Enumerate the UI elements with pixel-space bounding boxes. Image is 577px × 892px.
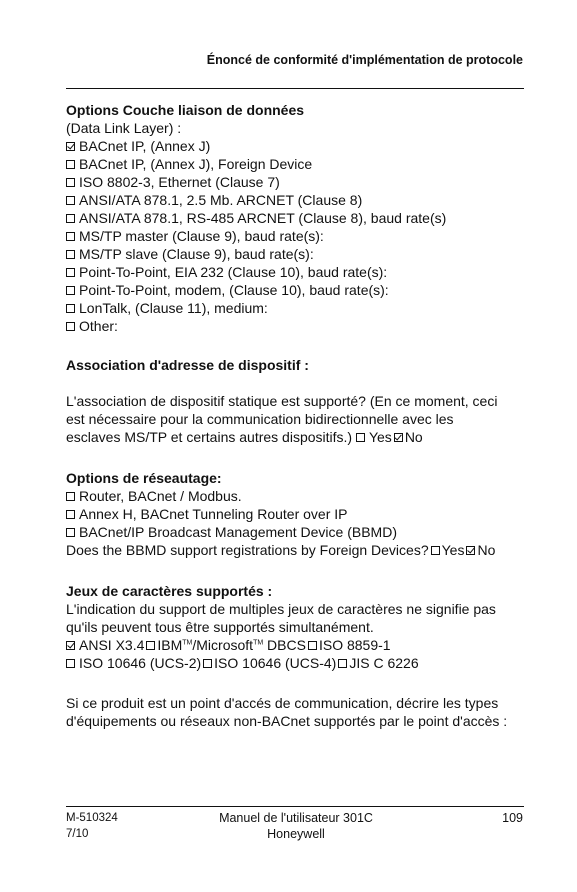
datalink-option-label: ANSI/ATA 878.1, RS-485 ARCNET (Clause 8), baud rate(s)	[79, 210, 447, 226]
address-text-line-3-text: esclaves MS/TP et certains autres dispositifs.)	[66, 429, 353, 445]
iso8859-label: ISO 8859-1	[318, 637, 391, 653]
networking-option-checkbox[interactable]	[66, 510, 75, 519]
datalink-option-checkbox[interactable]	[66, 142, 75, 151]
ibm-checkbox[interactable]	[146, 641, 155, 650]
footer-divider	[66, 806, 524, 807]
datalink-option-1	[66, 137, 528, 155]
networking-option-label: Router, BACnet / Modbus.	[79, 488, 242, 504]
address-text-line-2: est nécessaire pour la communication bidirectionnelle avec les	[66, 411, 454, 427]
datalink-option-11	[66, 317, 528, 335]
access-point-section	[66, 694, 528, 730]
datalink-option-checkbox[interactable]	[66, 196, 75, 205]
datalink-option-label: ISO 8802-3, Ethernet (Clause 7)	[79, 174, 280, 190]
address-heading: Association d'adresse de dispositif :	[66, 357, 309, 373]
charsets-text-line-1: L'indication du support de multiples jeux de caractères ne signifie pas	[66, 601, 496, 617]
datalink-option-checkbox[interactable]	[66, 268, 75, 277]
charsets-row-1	[66, 636, 528, 654]
networking-option-checkbox[interactable]	[66, 492, 75, 501]
charsets-section	[66, 582, 528, 672]
datalink-option-5	[66, 209, 528, 227]
datalink-option-3	[66, 173, 528, 191]
address-no-checkbox[interactable]	[394, 433, 403, 442]
ucs2-checkbox[interactable]	[66, 659, 75, 668]
ansi-label: ANSI X3.4	[79, 637, 145, 653]
charsets-row-2	[66, 654, 528, 672]
datalink-intro: (Data Link Layer) :	[66, 120, 182, 136]
datalink-option-checkbox[interactable]	[66, 232, 75, 241]
networking-option-2	[66, 505, 528, 523]
charsets-text-line-2: qu'ils peuvent tous être supportés simultanément.	[66, 619, 374, 635]
networking-section	[66, 469, 528, 559]
ibm-label: IBM	[157, 637, 183, 653]
charsets-heading: Jeux de caractères supportés :	[66, 583, 273, 599]
address-text-line-1: L'association de dispositif statique est supporté? (En ce moment, ceci	[66, 393, 498, 409]
jis-label: JIS C 6226	[349, 655, 419, 671]
datalink-option-10	[66, 299, 528, 317]
address-no-label: No	[404, 429, 423, 445]
datalink-option-label: ANSI/ATA 878.1, 2.5 Mb. ARCNET (Clause 8)	[79, 192, 363, 208]
datalink-option-checkbox[interactable]	[66, 286, 75, 295]
datalink-option-label: Point-To-Point, EIA 232 (Clause 10), baud rate(s):	[79, 264, 388, 280]
datalink-option-label: LonTalk, (Clause 11), medium:	[79, 300, 268, 316]
address-text-line-3	[66, 428, 528, 446]
footer-manual-title: Manuel de l'utilisateur 301C	[219, 811, 373, 825]
datalink-option-7	[66, 245, 528, 263]
bbmd-question-line	[66, 541, 528, 559]
ucs4-checkbox[interactable]	[203, 659, 212, 668]
address-yes-label: Yes	[368, 429, 392, 445]
networking-heading: Options de réseautage:	[66, 470, 222, 486]
footer-doc-number: M-510324	[66, 812, 118, 824]
datalink-options-list	[66, 137, 528, 335]
networking-option-label: BACnet/IP Broadcast Management Device (BBMD)	[79, 524, 397, 540]
jis-checkbox[interactable]	[338, 659, 347, 668]
ucs4-label: ISO 10646 (UCS-4)	[214, 655, 337, 671]
access-point-line-2: d'équipements ou réseaux non-BACnet supportés par le point d'accès :	[66, 713, 508, 729]
datalink-option-checkbox[interactable]	[66, 304, 75, 313]
datalink-option-checkbox[interactable]	[66, 178, 75, 187]
datalink-heading: Options Couche liaison de données	[66, 102, 305, 118]
networking-option-1	[66, 487, 528, 505]
datalink-option-6	[66, 227, 528, 245]
networking-option-checkbox[interactable]	[66, 528, 75, 537]
datalink-option-label: MS/TP slave (Clause 9), baud rate(s):	[79, 246, 314, 262]
page-header-title: Énoncé de conformité d'implémentation de protocole	[206, 53, 523, 67]
datalink-option-label: BACnet IP, (Annex J)	[79, 138, 211, 154]
footer-company: Honeywell	[267, 827, 325, 841]
datalink-option-label: Point-To-Point, modem, (Clause 10), baud rate(s):	[79, 282, 389, 298]
footer-page-number: 109	[502, 811, 523, 825]
datalink-option-4	[66, 191, 528, 209]
datalink-option-9	[66, 281, 528, 299]
networking-option-label: Annex H, BACnet Tunneling Router over IP	[79, 506, 348, 522]
datalink-option-checkbox[interactable]	[66, 250, 75, 259]
bbmd-question-text: Does the BBMD support registrations by Foreign Devices?	[66, 542, 429, 558]
dbcs-label: DBCS	[263, 637, 306, 653]
address-section	[66, 356, 528, 446]
datalink-section	[66, 101, 528, 335]
datalink-option-label: MS/TP master (Clause 9), baud rate(s):	[79, 228, 324, 244]
datalink-option-checkbox[interactable]	[66, 322, 75, 331]
access-point-line-1: Si ce produit est un point d'accés de communication, décrire les types	[66, 695, 499, 711]
datalink-option-checkbox[interactable]	[66, 214, 75, 223]
footer-center	[196, 810, 396, 842]
ibm-tm-mark: TM	[182, 639, 193, 647]
footer-date: 7/10	[66, 828, 89, 840]
address-yes-checkbox[interactable]	[356, 433, 365, 442]
bbmd-yes-label: Yes	[441, 542, 465, 558]
footer-left	[66, 810, 118, 842]
ansi-checkbox[interactable]	[66, 641, 75, 650]
datalink-option-label: BACnet IP, (Annex J), Foreign Device	[79, 156, 313, 172]
datalink-option-2	[66, 155, 528, 173]
ucs2-label: ISO 10646 (UCS-2)	[79, 655, 202, 671]
networking-option-3	[66, 523, 528, 541]
datalink-option-checkbox[interactable]	[66, 160, 75, 169]
iso8859-checkbox[interactable]	[308, 641, 317, 650]
microsoft-label: /Microsoft	[192, 637, 254, 653]
header-divider	[66, 88, 524, 89]
bbmd-no-label: No	[477, 542, 496, 558]
datalink-option-label: Other:	[79, 318, 118, 334]
networking-options-list	[66, 487, 528, 541]
microsoft-tm-mark: TM	[253, 639, 264, 647]
bbmd-no-checkbox[interactable]	[466, 546, 475, 555]
bbmd-yes-checkbox[interactable]	[431, 546, 440, 555]
datalink-option-8	[66, 263, 528, 281]
